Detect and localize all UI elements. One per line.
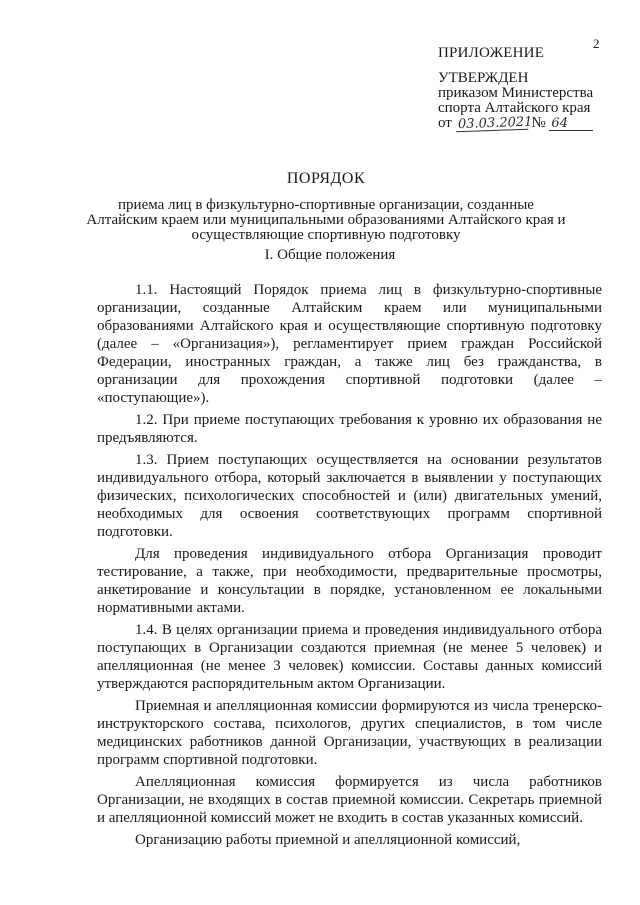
- number-label: №: [531, 115, 546, 131]
- paragraph-commission-composition: Приемная и апелляционная комиссии формируются из числа тренерско-инструкторского состава, психологов, других специалистов, в том числе медицинских работников данной Организации, участвующих в реализации программ спортивной подготовки.: [97, 698, 602, 768]
- handwritten-date: 03.03.2021: [457, 114, 533, 133]
- approval-ministry-line: спорта Алтайского края: [438, 100, 591, 116]
- paragraph-1-3: 1.3. Прием поступающих осуществляется на основании результатов индивидуального отбора, который заключается в выявлении у поступающих физических, психологических способностей и (или) двигательных умений, необходимых для освоения соответствующих программ спортивной подготовки.: [97, 452, 602, 540]
- paragraph-selection-procedure: Для проведения индивидуального отбора Организация проводит тестирование, а также, при необходимости, предварительные просмотры, анкетирование и консультации в порядке, установленном ее локальными нормативными актами.: [97, 546, 602, 616]
- from-label: от: [438, 115, 452, 131]
- paragraph-appeal-commission: Апелляционная комиссия формируется из числа работников Организации, не входящих в состав приемной комиссии. Секретарь приемной и апелляционной комиссий может не входить в состав указанных комиссий.: [97, 774, 602, 826]
- page-number: 2: [593, 36, 600, 51]
- handwritten-number: 64: [549, 117, 593, 131]
- approval-order-line: приказом Министерства: [438, 85, 594, 101]
- approval-stamp-block: [438, 46, 593, 131]
- document-title-block: [86, 170, 566, 243]
- section-title: I. Общие положения: [264, 247, 396, 263]
- document-subtitle: приема лиц в физкультурно-спортивные организации, созданные Алтайским краем или муниципальными образованиями Алтайского края и осуществляющие спортивную подготовку: [86, 197, 566, 243]
- paragraph-commission-work: Организацию работы приемной и апелляционной комиссий,: [135, 832, 521, 848]
- paragraph-1-4: 1.4. В целях организации приема и проведения индивидуального отбора поступающих в Организации создаются приемная (не менее 5 человек) и апелляционная (не менее 3 человек) комиссии. Составы данных комиссий утверждаются распорядительным актом Организации.: [97, 622, 602, 692]
- approved-label: УТВЕРЖДЕН: [438, 70, 529, 86]
- document-body: [97, 281, 602, 853]
- paragraph-1-1: 1.1. Настоящий Порядок приема лиц в физкультурно-спортивные организации, созданные Алтайским краем или муниципальными образованиями Алтайского края и осуществляющие спортивную подготовку (далее – «Организация»), регламентирует прием граждан Российской Федерации, иностранных граждан, а также лиц без гражданства, в организации для прохождения спортивной подготовки (далее – «поступающие»).: [97, 282, 602, 406]
- document-title: ПОРЯДОК: [286, 170, 366, 187]
- paragraph-1-2: 1.2. При приеме поступающих требования к уровню их образования не предъявляются.: [97, 412, 602, 446]
- approval-date-number-row: [438, 116, 593, 131]
- appendix-label: ПРИЛОЖЕНИЕ: [438, 45, 545, 61]
